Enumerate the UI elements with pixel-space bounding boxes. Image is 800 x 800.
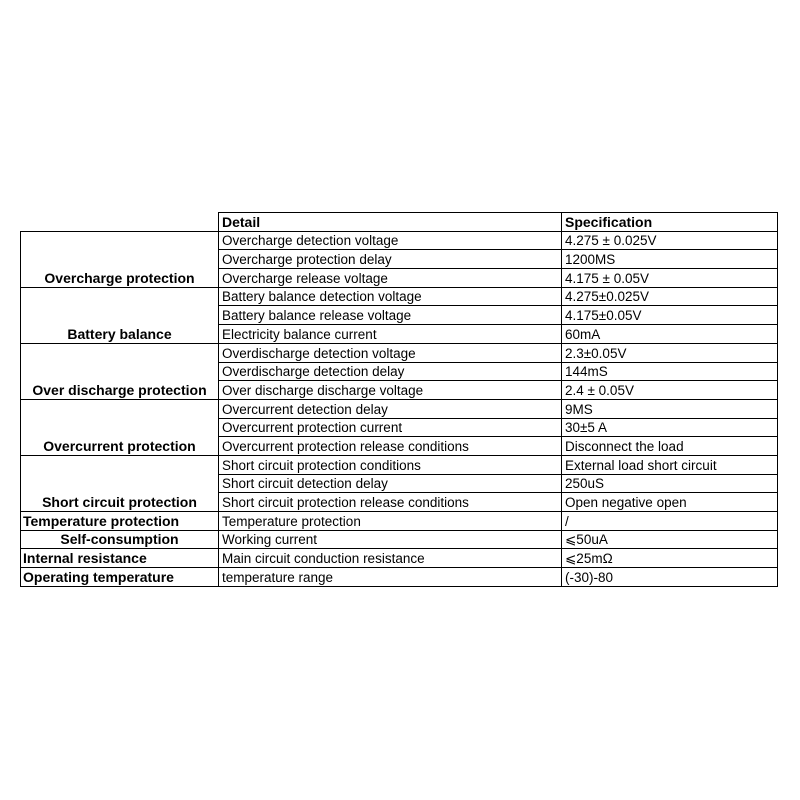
spec-cell: ⩽50uA bbox=[562, 530, 778, 549]
detail-cell: Short circuit protection release conditions bbox=[219, 493, 562, 512]
spec-cell: 4.275 ± 0.025V bbox=[562, 231, 778, 250]
spec-cell: 1200MS bbox=[562, 250, 778, 269]
category-short-circuit-protection: Short circuit protection bbox=[21, 455, 219, 511]
spec-cell: 2.4 ± 0.05V bbox=[562, 381, 778, 400]
spec-cell: 4.275±0.025V bbox=[562, 287, 778, 306]
spec-cell: 4.175±0.05V bbox=[562, 306, 778, 325]
table-row bbox=[21, 530, 778, 549]
spec-cell: ⩽25mΩ bbox=[562, 549, 778, 568]
category-internal-resistance: Internal resistance bbox=[21, 549, 219, 568]
detail-cell: Working current bbox=[219, 530, 562, 549]
spec-cell: 2.3±0.05V bbox=[562, 343, 778, 362]
detail-cell: Overcurrent protection release conditions bbox=[219, 437, 562, 456]
table-row bbox=[21, 343, 778, 362]
detail-cell: Short circuit protection conditions bbox=[219, 455, 562, 474]
header-detail: Detail bbox=[219, 213, 562, 232]
spec-cell: 9MS bbox=[562, 399, 778, 418]
table-row bbox=[21, 399, 778, 418]
category-battery-balance: Battery balance bbox=[21, 287, 219, 343]
spec-cell: / bbox=[562, 512, 778, 531]
detail-cell: Electricity balance current bbox=[219, 325, 562, 344]
spec-cell: Disconnect the load bbox=[562, 437, 778, 456]
table-header-row bbox=[21, 213, 778, 232]
detail-cell: Main circuit conduction resistance bbox=[219, 549, 562, 568]
spec-cell: 144mS bbox=[562, 362, 778, 381]
spec-cell: 60mA bbox=[562, 325, 778, 344]
table-row bbox=[21, 455, 778, 474]
detail-cell: Overcurrent protection current bbox=[219, 418, 562, 437]
category-temperature-protection: Temperature protection bbox=[21, 512, 219, 531]
detail-cell: Over discharge discharge voltage bbox=[219, 381, 562, 400]
detail-cell: Short circuit detection delay bbox=[219, 474, 562, 493]
detail-cell: Overdischarge detection delay bbox=[219, 362, 562, 381]
category-overcharge-protection: Overcharge protection bbox=[21, 231, 219, 287]
detail-cell: Battery balance release voltage bbox=[219, 306, 562, 325]
spec-cell: 4.175 ± 0.05V bbox=[562, 269, 778, 288]
table-row bbox=[21, 549, 778, 568]
spec-cell: External load short circuit bbox=[562, 455, 778, 474]
table-row bbox=[21, 287, 778, 306]
table-row bbox=[21, 512, 778, 531]
detail-cell: Overcharge release voltage bbox=[219, 269, 562, 288]
spec-cell: 30±5 A bbox=[562, 418, 778, 437]
spec-cell: 250uS bbox=[562, 474, 778, 493]
detail-cell: Overdischarge detection voltage bbox=[219, 343, 562, 362]
detail-cell: Overcurrent detection delay bbox=[219, 399, 562, 418]
spec-cell: Open negative open bbox=[562, 493, 778, 512]
category-over-discharge-protection: Over discharge protection bbox=[21, 343, 219, 399]
header-category bbox=[21, 213, 219, 232]
detail-cell: Overcharge detection voltage bbox=[219, 231, 562, 250]
detail-cell: Temperature protection bbox=[219, 512, 562, 531]
spec-cell: (-30)-80 bbox=[562, 568, 778, 587]
specification-table bbox=[20, 212, 778, 587]
table-row bbox=[21, 231, 778, 250]
detail-cell: temperature range bbox=[219, 568, 562, 587]
category-self-consumption: Self-consumption bbox=[21, 530, 219, 549]
table-row bbox=[21, 568, 778, 587]
header-specification: Specification bbox=[562, 213, 778, 232]
detail-cell: Battery balance detection voltage bbox=[219, 287, 562, 306]
category-overcurrent-protection: Overcurrent protection bbox=[21, 399, 219, 455]
detail-cell: Overcharge protection delay bbox=[219, 250, 562, 269]
category-operating-temperature: Operating temperature bbox=[21, 568, 219, 587]
